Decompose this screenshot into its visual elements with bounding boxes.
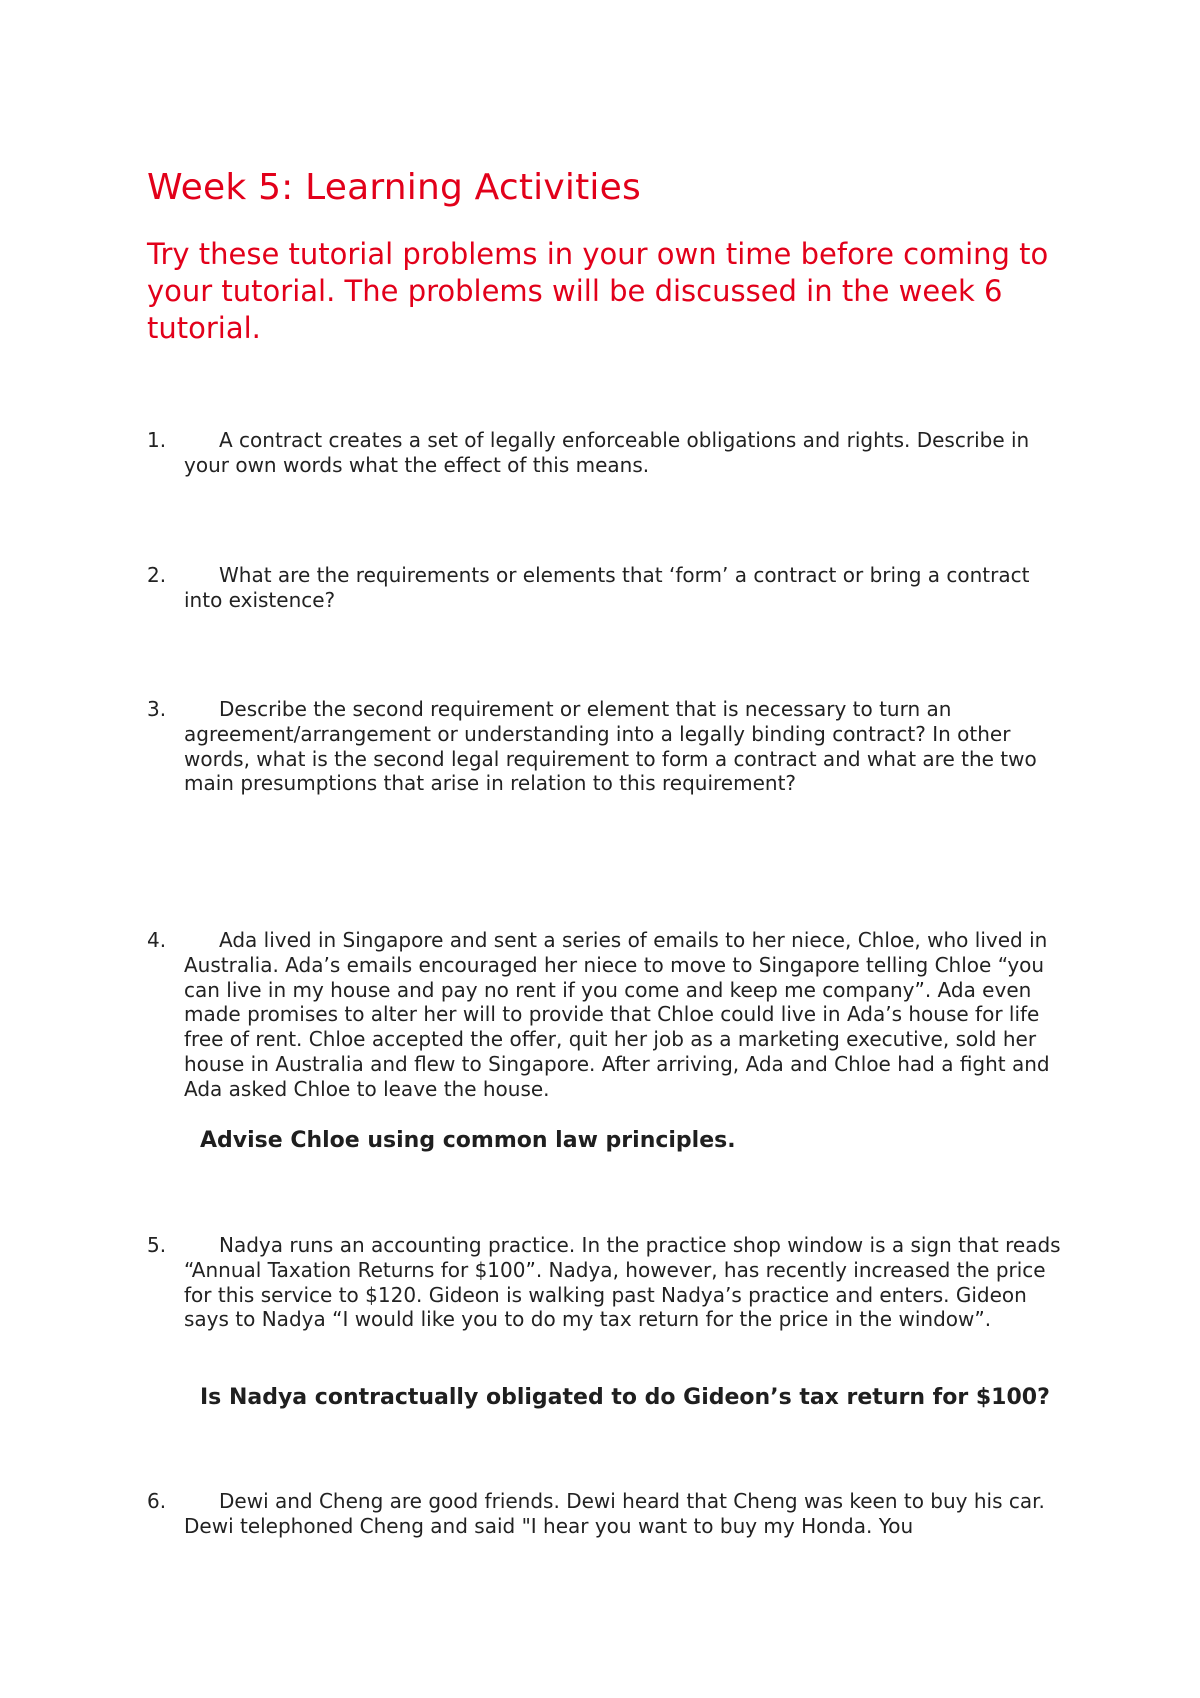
question-number: 3.: [147, 697, 167, 721]
question-number: 6.: [147, 1489, 167, 1513]
question-number: 1.: [147, 428, 167, 452]
question-1: [147, 428, 1067, 478]
question-number: 5.: [147, 1233, 167, 1257]
question-text: Ada lived in Singapore and sent a series of emails to her niece, Chloe, who lived in Australia. Ada’s emails encouraged her niece to move to Singapore telling Chloe “you can live in my house and pay no rent if you come and keep me company”. Ada even made promises to alter her will to provide that Chloe could live in Ada’s house for life free of rent. Chloe accepted the offer, quit her job as a marketing executive, sold her house in Australia and flew to Singapore. After arriving, Ada and Chloe had a fight and Ada asked Chloe to leave the house.: [184, 928, 1050, 1101]
question-3: [147, 697, 1067, 796]
question-number: 2.: [147, 563, 167, 587]
page-title: Week 5: Learning Activities: [147, 167, 641, 208]
question-text: Nadya runs an accounting practice. In the practice shop window is a sign that reads “Annual Taxation Returns for $100”. Nadya, however, has recently increased the price for this service to $120. Gideon is walking past Nadya’s practice and enters. Gideon says to Nadya “I would like you to do my tax return for the price in the window”.: [184, 1233, 1061, 1332]
question-6: [147, 1489, 1067, 1539]
question-text: What are the requirements or elements that ‘form’ a contract or bring a contract into existence?: [184, 563, 1030, 612]
question-text: Describe the second requirement or element that is necessary to turn an agreement/arrangement or understanding into a legally binding contract? In other words, what is the second legal requirement to form a contract and what are the two main presumptions that arise in relation to this requirement?: [184, 697, 1037, 796]
question-text: A contract creates a set of legally enforceable obligations and rights. Describe in your own words what the effect of this means.: [184, 428, 1030, 477]
question-text: Dewi and Cheng are good friends. Dewi heard that Cheng was keen to buy his car. Dewi telephoned Cheng and said "I hear you want to buy my Honda. You: [184, 1489, 1045, 1538]
intro-text: Try these tutorial problems in your own time before coming to your tutorial. The problems will be discussed in the week 6 tutorial.: [147, 237, 1049, 345]
question-4-prompt: Advise Chloe using common law principles.: [200, 1128, 736, 1153]
question-4: [147, 928, 1067, 1102]
question-2: [147, 563, 1067, 613]
question-5-prompt: Is Nadya contractually obligated to do Gideon’s tax return for $100?: [200, 1385, 1050, 1410]
question-5: [147, 1233, 1067, 1332]
question-number: 4.: [147, 928, 167, 952]
